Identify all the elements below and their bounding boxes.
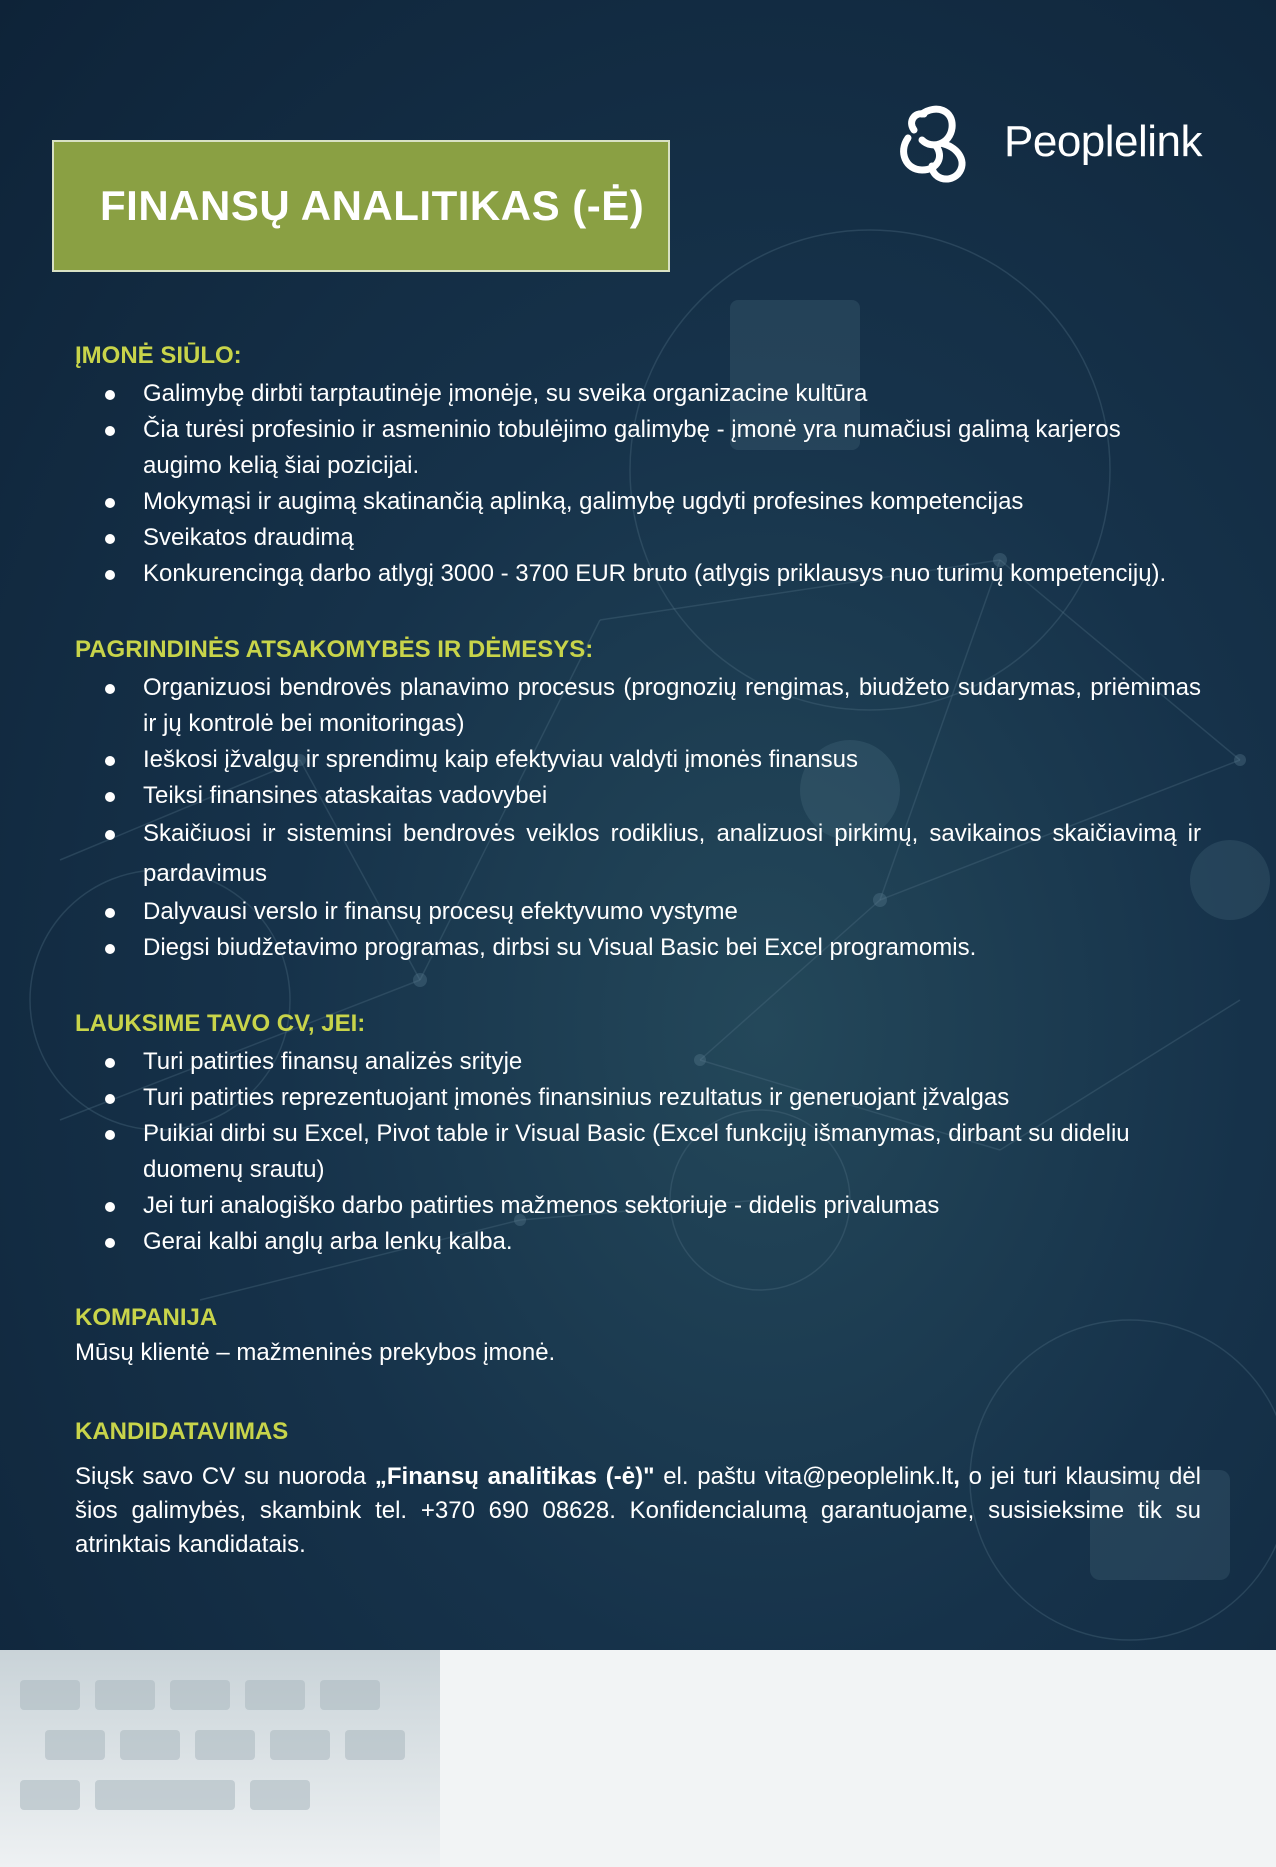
- job-title: FINANSŲ ANALITIKAS (-Ė): [100, 182, 645, 229]
- list-item: Dalyvausi verslo ir finansų procesų efektyvumo vystyme: [75, 894, 1201, 930]
- list-item: Diegsi biudžetavimo programas, dirbsi su Visual Basic bei Excel programomis.: [75, 930, 1201, 966]
- responsibilities-list: [75, 670, 1201, 966]
- offer-heading: ĮMONĖ SIŪLO:: [75, 342, 242, 369]
- phone-contact: o jei turi klausimų dėl šios galimybės, skambink tel. +370 690 08628. Konfidencialumą garantuojame, susisieksime tik su atrinktais kandidatais.: [75, 1463, 1202, 1558]
- bullet-icon: [105, 1058, 115, 1068]
- requirements-list: [75, 1044, 1201, 1260]
- list-item: Teiksi finansines ataskaitas vadovybei: [75, 778, 1201, 814]
- bullet-icon: [105, 390, 115, 400]
- keyboard-graphic: [0, 1650, 440, 1867]
- peoplelink-logo-icon: [892, 100, 976, 184]
- bullet-icon: [105, 1238, 115, 1248]
- bullet-icon: [105, 756, 115, 766]
- bullet-icon: [105, 426, 115, 436]
- bullet-icon: [105, 792, 115, 802]
- list-item: Turi patirties reprezentuojant įmonės finansinius rezultatus ir generuojant įžvalgas: [75, 1080, 1201, 1116]
- list-item: Puikiai dirbi su Excel, Pivot table ir Visual Basic (Excel funkcijų išmanymas, dirbant su dideliu duomenų srautu): [75, 1116, 1201, 1188]
- bullet-icon: [105, 498, 115, 508]
- bullet-icon: [105, 684, 115, 694]
- job-title-box: [52, 140, 670, 272]
- company-heading: KOMPANIJA: [75, 1304, 218, 1331]
- bullet-icon: [105, 944, 115, 954]
- list-item: Organizuosi bendrovės planavimo procesus (prognozių rengimas, biudžeto sudarymas, priėmimas ir jų kontrolė bei monitoringas): [75, 670, 1201, 742]
- list-item: Ieškosi įžvalgų ir sprendimų kaip efektyviau valdyti įmonės finansus: [75, 742, 1201, 778]
- position-reference: „Finansų analitikas (-ė)": [374, 1463, 655, 1490]
- bottom-keyboard-image: [0, 1650, 1276, 1867]
- logo-text: Peoplelink: [1004, 117, 1203, 166]
- list-item: Gerai kalbi anglų arba lenkų kalba.: [75, 1224, 1201, 1260]
- bullet-icon: [105, 1094, 115, 1104]
- bullet-icon: [105, 1202, 115, 1212]
- bottom-right-panel: [440, 1650, 1276, 1867]
- list-item: Turi patirties finansų analizės srityje: [75, 1044, 1201, 1080]
- bullet-icon: [105, 830, 115, 840]
- list-item: Skaičiuosi ir sisteminsi bendrovės veiklos rodiklius, analizuosi pirkimų, savikainos skaičiavimą ir pardavimus: [75, 814, 1201, 894]
- application-heading: KANDIDATAVIMAS: [75, 1418, 289, 1445]
- bullet-icon: [105, 534, 115, 544]
- list-item: Sveikatos draudimą: [75, 520, 1201, 556]
- bullet-icon: [105, 1130, 115, 1140]
- requirements-heading: LAUKSIME TAVO CV, JEI:: [75, 1010, 366, 1037]
- list-item: Galimybę dirbti tarptautinėje įmonėje, su sveika organizacine kultūra: [75, 376, 1201, 412]
- responsibilities-heading: PAGRINDINĖS ATSAKOMYBĖS IR DĖMESYS:: [75, 636, 594, 663]
- peoplelink-logo: [892, 100, 1202, 184]
- list-item: Čia turėsi profesinio ir asmeninio tobulėjimo galimybę - įmonė yra numačiusi galimą karjeros augimo kelią šiai pozicijai.: [75, 412, 1201, 484]
- email-contact[interactable]: el. paštu vita@peoplelink.lt: [654, 1463, 954, 1490]
- list-item: Jei turi analogiško darbo patirties mažmenos sektoriuje - didelis privalumas: [75, 1188, 1201, 1224]
- list-item: Mokymąsi ir augimą skatinančią aplinką, galimybę ugdyti profesines kompetencijas: [75, 484, 1201, 520]
- list-item: Konkurencingą darbo atlygį 3000 - 3700 EUR bruto (atlygis priklausys nuo turimų kompetencijų).: [75, 556, 1201, 592]
- company-text: Mūsų klientė – mažmeninės prekybos įmonė.: [75, 1339, 556, 1366]
- offer-list: [75, 376, 1201, 592]
- bullet-icon: [105, 570, 115, 580]
- application-text: Siųsk savo CV su nuoroda „Finansų analitikas (-ė)" el. paštu vita@peoplelink.lt, o jei turi klausimų dėl šios galimybės, skambink tel. +370 690 08628. Konfidencialumą garantuojame, susisieksime tik su atrinktais kandidatais.: [75, 1463, 1202, 1558]
- posting-content: [75, 340, 1201, 1562]
- bullet-icon: [105, 908, 115, 918]
